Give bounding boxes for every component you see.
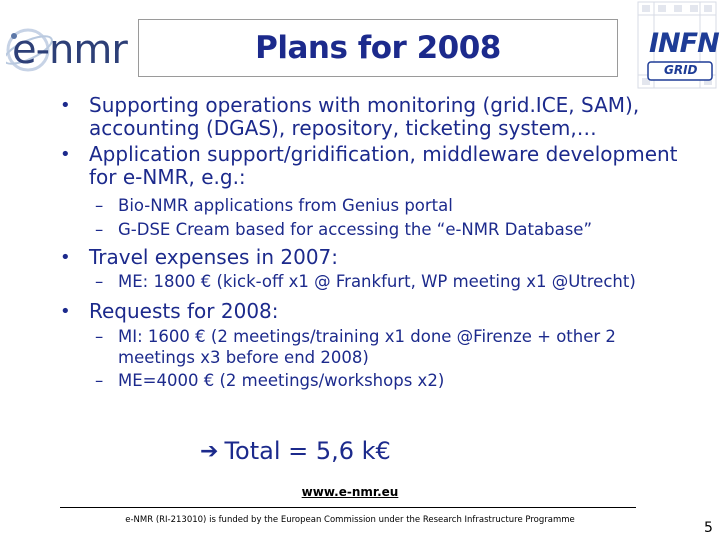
sub-bullet-text: ME: 1800 € (kick-off x1 @ Frankfurt, WP meeting x1 @Utrecht): [118, 272, 636, 291]
bullet-text: Requests for 2008:: [89, 299, 279, 323]
bullet-dot-icon: •: [60, 144, 71, 165]
bullet-dot-icon: •: [60, 301, 71, 322]
bullet-text: Supporting operations with monitoring (grid.ICE, SAM), accounting (DGAS), repository, ticketing system,…: [89, 93, 640, 140]
funding-note: e-NMR (RI-213010) is funded by the European Commission under the Research Infrastructure Programme: [125, 515, 575, 525]
slide-body: [60, 94, 710, 391]
sub-bullet-item: [60, 219, 710, 240]
dash-icon: –: [95, 371, 104, 390]
bullet-item: [60, 94, 710, 140]
sub-bullet-item: [60, 195, 710, 216]
bullet-text: Travel expenses in 2007:: [89, 245, 339, 269]
infn-grid-logo: [634, 0, 720, 92]
page-title: Plans for 2008: [255, 30, 501, 66]
bullet-item: [60, 143, 710, 189]
website-link[interactable]: www.e-nmr.eu: [301, 485, 399, 499]
sub-bullet-text: Bio-NMR applications from Genius portal: [118, 196, 453, 215]
bullet-item: [60, 300, 710, 323]
dash-icon: –: [95, 327, 104, 346]
sub-bullet-item: [60, 370, 710, 391]
right-arrow-icon: ➔: [200, 438, 219, 464]
sub-bullet-text: ME=4000 € (2 meetings/workshops x2): [118, 371, 445, 390]
sub-bullet-text: G-DSE Cream based for accessing the “e-NMR Database”: [118, 220, 592, 239]
grid-logo-text: GRID: [664, 63, 698, 77]
footer-divider: [60, 507, 636, 508]
bullet-dot-icon: •: [60, 247, 71, 268]
bullet-item: [60, 246, 710, 269]
page-number: 5: [704, 520, 713, 536]
sub-bullet-item: [60, 326, 710, 368]
total-line: [200, 437, 391, 465]
total-text: Total = 5,6 k€: [224, 437, 391, 465]
sub-bullet-item: [60, 271, 710, 292]
dash-icon: –: [95, 272, 104, 291]
bullet-text: Application support/gridification, middleware development for e-NMR, e.g.:: [89, 142, 678, 189]
sub-bullet-text: MI: 1600 € (2 meetings/training x1 done @Firenze + other 2 meetings x3 before end 2008): [118, 327, 616, 367]
title-box: [138, 19, 618, 77]
enmr-logo: [6, 24, 131, 74]
dash-icon: –: [95, 196, 104, 215]
bullet-dot-icon: •: [60, 95, 71, 116]
infn-logo-text: INFN: [649, 28, 719, 59]
enmr-logo-text: e-nmr: [12, 27, 127, 73]
dash-icon: –: [95, 220, 104, 239]
